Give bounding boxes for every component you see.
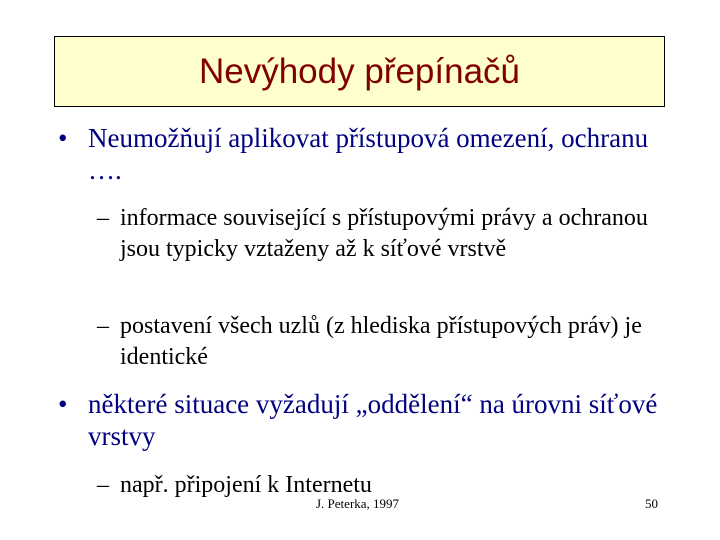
footer-page-number: 50 [645, 496, 658, 511]
subitem-marker: – [97, 313, 109, 339]
subitem-text: informace související s přístupovými právy a ochranou jsou typicky vztaženy až k síťové vrstvě [120, 205, 648, 262]
subitem-text: postavení všech uzlů (z hlediska přístupových práv) je identické [120, 313, 642, 370]
bullet-text: Neumožňují aplikovat přístupová omezení, ochranu …. [88, 123, 649, 185]
slide-title: Nevýhody přepínačů [198, 51, 521, 91]
subitem-1-2 [97, 311, 657, 373]
bullet-marker: • [58, 123, 68, 153]
footer-author: J. Peterka, 1997 [316, 496, 400, 511]
bullet-marker: • [58, 389, 68, 419]
bullet-item-1 [58, 122, 658, 186]
subitem-text: např. připojení k Internetu [120, 472, 372, 498]
subitem-marker: – [97, 205, 109, 231]
bullet-text: některé situace vyžadují „oddělení“ na úrovni síťové vrstvy [88, 389, 658, 451]
subitem-1-1 [97, 203, 657, 265]
slide-title-box [54, 36, 665, 107]
subitem-marker: – [97, 472, 109, 498]
bullet-item-2 [58, 388, 658, 452]
